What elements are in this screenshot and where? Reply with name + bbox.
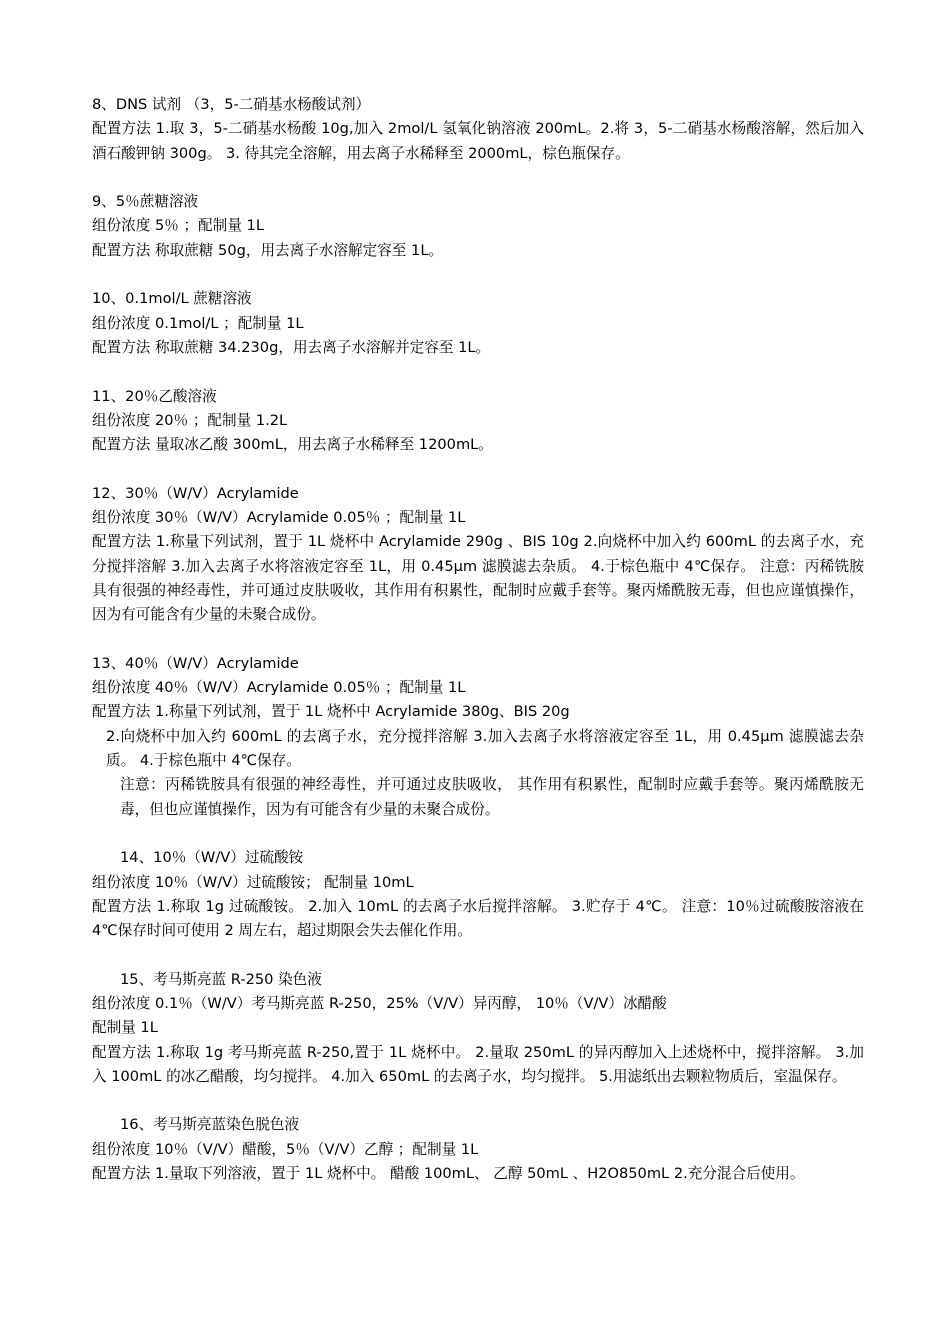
composition-text: 组份浓度 5％ ；配制量 1L — [92, 217, 264, 235]
section-11-acetic-acid — [92, 385, 864, 458]
section-14-ammonium-persulfate — [92, 846, 864, 943]
section-title: 10、0.1mol/L 蔗糖溶液 — [92, 290, 252, 308]
section-12-acrylamide-30pct — [92, 482, 864, 628]
section-15-coomassie-stain — [92, 968, 864, 1089]
method-text: 配置方法 1.称量下列试剂，置于 1L 烧杯中 Acrylamide 380g、BIS 20g — [92, 703, 570, 721]
section-title: 15、考马斯亮蓝 R-250 染色液 — [120, 970, 322, 988]
section-title: 9、5％蔗糖溶液 — [92, 193, 199, 211]
section-title: 8、DNS 试剂 （3，5-二硝基水杨酸试剂） — [92, 96, 371, 113]
section-10-sucrose-01mol — [92, 287, 864, 360]
method-text: 配置方法 1.称取 1g 过硫酸铵。 2.加入 10mL 的去离子水后搅拌溶解。 3.贮存于 4℃。 注意：10％过硫酸胺溶液在 4℃保存时间可使用 2 周左右，超过期限会失去催化作用。 — [92, 897, 864, 940]
section-8-dns-reagent — [92, 93, 864, 166]
section-title: 12、30％（W/V）Acrylamide — [92, 484, 299, 502]
method-text: 配置方法 称取蔗糖 34.230g，用去离子水溶解并定容至 1L。 — [92, 338, 491, 356]
composition-text: 组份浓度 40％（W/V）Acrylamide 0.05％ ；配制量 1L — [92, 679, 466, 697]
document-page — [92, 93, 864, 1211]
composition-text: 组份浓度 0.1mol/L ；配制量 1L — [92, 314, 304, 332]
section-title: 14、10％（W/V）过硫酸铵 — [120, 849, 304, 867]
volume-text: 配制量 1L — [92, 1019, 158, 1037]
section-title: 16、考马斯亮蓝染色脱色液 — [120, 1116, 300, 1134]
section-title: 13、40％（W/V）Acrylamide — [92, 654, 299, 672]
method-steps-text: 2.向烧杯中加入约 600mL 的去离子水，充分搅拌溶解 3.加入去离子水将溶液定容至 1L，用 0.45μm 滤膜滤去杂质。 4.于棕色瓶中 4℃保存。 — [106, 727, 864, 770]
method-text: 配置方法 1.取 3，5-二硝基水杨酸 10g,加入 2mol/L 氢氧化钠溶液 200mL。2.将 3，5-二硝基水杨酸溶解，然后加入酒石酸钾钠 300g。 3. 待其完全溶解，用去离子水稀释至 2000mL，棕色瓶保存。 — [92, 120, 864, 162]
composition-text: 组份浓度 10％（W/V）过硫酸铵； 配制量 10mL — [92, 873, 414, 891]
method-text: 配置方法 1.量取下列溶液，置于 1L 烧杯中。 醋酸 100mL、 乙醇 50mL 、H2O850mL 2.充分混合后使用。 — [92, 1165, 805, 1183]
method-text: 配置方法 1.称量下列试剂，置于 1L 烧杯中 Acrylamide 290g 、BIS 10g 2.向烧杯中加入约 600mL 的去离子水，充分搅拌溶解 3.加入去离子水将溶液定容至 1L，用 0.45μm 滤膜滤去杂质。 4.于棕色瓶中 4℃保存。 注意：丙稀铣胺具有很强的神经毒性，并可通过皮肤吸收，其作用有积累性，配制时应戴手套等。聚丙烯酰胺无毒，但也应谨慎操作，因为有可能含有少量的未聚合成份。 — [92, 533, 864, 624]
caution-text: 注意：丙稀铣胺具有很强的神经毒性，并可通过皮肤吸收， 其作用有积累性，配制时应戴手套等。聚丙烯酰胺无毒，但也应谨慎操作，因为有可能含有少量的未聚合成份。 — [120, 776, 864, 818]
method-text: 配置方法 1.称取 1g 考马斯亮蓝 R-250,置于 1L 烧杯中。 2.量取 250mL 的异丙醇加入上述烧杯中，搅拌溶解。 3.加入 100mL 的冰乙醋酸，均匀搅拌。 4.加入 650mL 的去离子水，均匀搅拌。 5.用滤纸出去颗粒物质后，室温保存。 — [92, 1043, 864, 1085]
section-9-sucrose-5pct — [92, 190, 864, 263]
composition-text: 组份浓度 0.1％（W/V）考马斯亮蓝 R-250，25%（V/V）异丙醇， 10％（V/V）冰醋酸 — [92, 994, 667, 1012]
composition-text: 组份浓度 30％（W/V）Acrylamide 0.05％ ；配制量 1L — [92, 509, 466, 527]
composition-text: 组份浓度 10％（V/V）醋酸，5％（V/V）乙醇 ；配制量 1L — [92, 1140, 479, 1158]
method-text: 配置方法 称取蔗糖 50g，用去离子水溶解定容至 1L。 — [92, 241, 444, 259]
method-text: 配置方法 量取冰乙酸 300mL，用去离子水稀释至 1200mL。 — [92, 436, 493, 454]
section-16-destain-solution — [92, 1113, 864, 1186]
section-title: 11、20％乙酸溶液 — [92, 387, 217, 405]
composition-text: 组份浓度 20％ ；配制量 1.2L — [92, 411, 288, 429]
section-13-acrylamide-40pct — [92, 652, 864, 822]
